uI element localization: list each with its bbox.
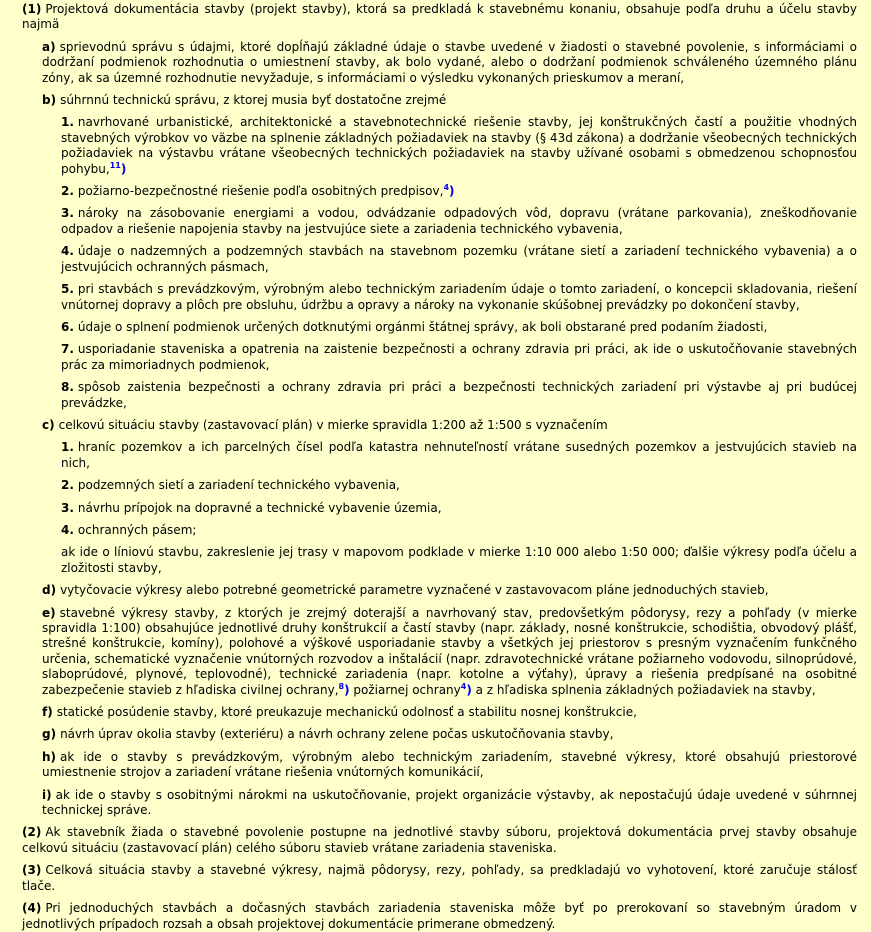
item-text: spôsob zaistenia bezpečnosti a ochrany zdravia pri práci a bezpečnosti technických zariadení pri výstavbe aj pri budúcej prevádzke, — [61, 380, 857, 410]
paragraph-3-text: Celková situácia stavby a stavebné výkresy, najmä pôdorysy, rezy, pohľady, sa predkladajú vo vyhotovení, ktoré zaručuje stálosť tlače. — [22, 863, 857, 893]
item-label: 3. — [61, 500, 74, 515]
item-label: 4. — [61, 522, 74, 537]
footnote-link-close[interactable]: ) — [120, 161, 127, 176]
paragraph-1-label: (1) — [22, 2, 42, 16]
item-text: nároky na zásobovanie energiami a vodou, odvádzanie odpadových vôd, dopravu (vrátane parkovania), zneškodňovanie odpadov a riešenie napojenia stavby na jestvujúce siete a zariadenia technického vybavenia, — [61, 206, 857, 236]
clause-h — [42, 750, 861, 781]
item-text: pri stavbách s prevádzkovým, výrobným alebo technickým zariadením údaje o tomto zariadení, o koncepcii skladovania, riešení vnútornej dopravy a plôch pre obsluhu, údržbu a opravy a nároky na vykonanie skúšobnej prevádzky po dokončení stavby, — [61, 282, 857, 312]
clause-c-item-2 — [61, 478, 861, 493]
clause-f — [42, 705, 861, 720]
clause-e-text: stavebné výkresy stavby, z ktorých je zrejmý doterajší a navrhovaný stav, predovšetkým pôdorysy, rezy a pohľady (v mierke spravidla 1:100) obsahujúce jednotlivé druhy konštrukcií a častí stavby (napr. základy, nosné konštrukcie, schodištia, obvodový plášť, strešné konštrukcie, komíny), polohové a výškové usporiadanie stavby a všetkých jej priestorov s presným vyznačením funkčného určenia, schematické vyznačenie vnútorných rozvodov a inštalácií (napr. zdravotechnické vrátane požiarneho vodovodu, silnoprúdové, slaboprúdové, plynové, teplovodné), technické zariadenia (napr. kotolne a výťahy), úpravy a riešenia predpísané na osobitné zabezpečenie stavieb z hľadiska civilnej ochrany, — [42, 605, 857, 697]
clause-b-item-1 — [61, 115, 861, 177]
paragraph-2 — [22, 825, 861, 856]
clause-e-text-3: a z hľadiska splnenia základných požiadaviek na stavby, — [475, 682, 816, 697]
clause-c — [42, 418, 861, 433]
item-text: požiarno-bezpečnostné riešenie podľa osobitných predpisov, — [77, 184, 444, 199]
clause-b-item-7 — [61, 342, 861, 373]
clause-b-label: b) — [42, 93, 57, 108]
item-text: usporiadanie staveniska a opatrenia na zaistenie bezpečnosti a ochrany zdravia pri práci, ak ide o uskutočňovanie stavebných prác za mimoriadnych podmienok, — [61, 342, 857, 372]
footnote-link-close[interactable]: ) — [344, 682, 350, 697]
clause-e-label: e) — [42, 605, 56, 620]
clause-f-text: statické posúdenie stavby, ktoré preukazuje mechanickú odolnosť a stabilitu nosnej konštrukcie, — [56, 705, 637, 720]
clause-i-label: i) — [42, 787, 52, 802]
clause-b-text: súhrnnú technickú správu, z ktorej musia byť dostatočne zrejmé — [60, 93, 447, 108]
clause-b-item-2 — [61, 184, 861, 199]
clause-g — [42, 727, 861, 742]
clause-e — [42, 606, 861, 698]
item-text: údaje o nadzemných a podzemných stavbách na stavebnom pozemku (vrátane sietí a zariadení technického vybavenia) a o jestvujúcich ochranných pásmach, — [61, 244, 857, 274]
footnote-link-close[interactable]: ) — [466, 682, 472, 697]
clause-b — [42, 93, 861, 108]
clause-b-item-6 — [61, 320, 861, 335]
clause-a-label: a) — [42, 39, 56, 54]
footnote-link-close[interactable]: ) — [449, 184, 455, 199]
footnote-link[interactable]: 11 — [109, 160, 121, 170]
paragraph-1-text: Projektová dokumentácia stavby (projekt stavby), ktorá sa predkladá k stavebnému konaniu, obsahuje podľa druhu a účelu stavby najmä — [22, 2, 857, 32]
footnote-link[interactable]: 4 — [460, 681, 467, 691]
clause-a-text: sprievodnú správu s údajmi, ktoré dopĺňajú základné údaje o stavbe uvedené v žiadosti o stavebné povolenie, s informáciami o dodržaní podmienok rozhodnutia o umiestnení stavby, ak bolo vydané, alebo o dodržaní podmienok schváleného územného plánu zóny, ak sa územné rozhodnutie nevyžaduje, s informáciami o výsledku vykonaných prieskumov a meraní, — [42, 39, 857, 85]
clause-e-text-2: požiarnej ochrany — [353, 682, 461, 697]
paragraph-2-label: (2) — [22, 825, 42, 840]
item-label: 3. — [61, 206, 74, 221]
clause-g-text: návrh úprav okolia stavby (exteriéru) a návrh ochrany zelene počas uskutočňovania stavby, — [60, 727, 614, 742]
clause-a — [42, 40, 861, 86]
paragraph-4-text: Pri jednoduchých stavbách a dočasných stavbách zariadenia staveniska môže byť po prerokovaní so stavebným úradom v jednotlivých prípadoch rozsah a obsah projektovej dokumentácie primerane obmedzený. — [22, 901, 857, 931]
paragraph-3-label: (3) — [22, 863, 42, 878]
clause-d-label: d) — [42, 583, 57, 598]
clause-h-text: ak ide o stavby s prevádzkovým, výrobným alebo technickým zariadením, stavebné výkresy, ktoré obsahujú priestorové umiestnenie strojov a zariadení vrátane riešenia vnútorných komunikácií, — [42, 749, 857, 780]
clause-c-label: c) — [42, 417, 55, 432]
paragraph-4-label: (4) — [22, 901, 42, 916]
item-text: hraníc pozemkov a ich parcelných čísel podľa katastra nehnuteľností vrátane susedných pozemkov a jestvujúcich stavieb na nich, — [61, 440, 857, 470]
clause-i-text: ak ide o stavby s osobitnými nárokmi na uskutočňovanie, projekt organizácie výstavby, ak nepostačujú údaje uvedené v súhrnnej technickej správe. — [42, 787, 857, 818]
footnote-link[interactable]: 8 — [338, 681, 345, 691]
clause-i — [42, 788, 861, 819]
clause-b-item-4 — [61, 244, 861, 275]
item-text: podzemných sietí a zariadení technického vybavenia, — [77, 478, 400, 493]
item-label: 8. — [61, 380, 74, 395]
paragraph-3 — [22, 863, 861, 894]
clause-b-item-8 — [61, 380, 861, 411]
item-label: 1. — [61, 115, 74, 130]
clause-c-tail — [61, 545, 861, 576]
item-text: návrhu prípojok na dopravné a technické vybavenie územia, — [77, 500, 442, 515]
item-label: 2. — [61, 478, 74, 493]
clause-c-item-1 — [61, 440, 861, 471]
clause-c-item-4 — [61, 523, 861, 538]
clause-c-text: celkovú situáciu stavby (zastavovací plán) v mierke spravidla 1:200 až 1:500 s vyznačením — [58, 417, 608, 432]
paragraph-2-text: Ak stavebník žiada o stavebné povolenie postupne na jednotlivé stavby súboru, projektová dokumentácia prvej stavby obsahuje celkovú situáciu (zastavovací plán) celého súboru stavieb vrátane zariadenia staveniska. — [22, 825, 857, 855]
item-text: údaje o splnení podmienok určených dotknutými orgánmi štátnej správy, ak boli obstarané pred podaním žiadosti, — [77, 319, 768, 334]
clause-b-item-5 — [61, 282, 861, 313]
paragraph-1 — [22, 2, 861, 33]
paragraph-4 — [22, 901, 861, 932]
clause-d — [42, 583, 861, 598]
clause-d-text: vytyčovacie výkresy alebo potrebné geometrické parametre vyznačené v zastavovacom pláne jednoduchých stavieb, — [60, 583, 769, 598]
item-text: ochranných pásem; — [77, 522, 197, 537]
item-label: 7. — [61, 342, 74, 357]
item-text: navrhované urbanistické, architektonické a stavebnotechnické riešenie stavby, jej konštrukčných častí a použitie vhodných stavebných výrobkov vo väzbe na splnenie základných požiadaviek na stavby (§ 43d zákona) a dodržanie všeobecných technických požiadaviek na výstavbu vrátane všeobecných technických požiadaviek na stavby užívané osobami s obmedzenou schopnosťou pohybu, — [61, 115, 857, 176]
item-label: 1. — [61, 440, 74, 455]
item-label: 4. — [61, 244, 74, 259]
item-label: 2. — [61, 184, 74, 199]
item-label: 6. — [61, 319, 74, 334]
legal-document — [0, 2, 871, 932]
clause-c-tail-text: ak ide o líniovú stavbu, zakreslenie jej trasy v mapovom podklade v mierke 1:10 000 alebo 1:50 000; ďalšie výkresy podľa účelu a zložitosti stavby, — [61, 545, 857, 575]
clause-c-item-3 — [61, 501, 861, 516]
clause-f-label: f) — [42, 705, 53, 720]
footnote-link[interactable]: 4 — [443, 183, 450, 193]
clause-h-label: h) — [42, 749, 57, 764]
clause-b-item-3 — [61, 206, 861, 237]
clause-g-label: g) — [42, 727, 57, 742]
item-label: 5. — [61, 282, 74, 297]
